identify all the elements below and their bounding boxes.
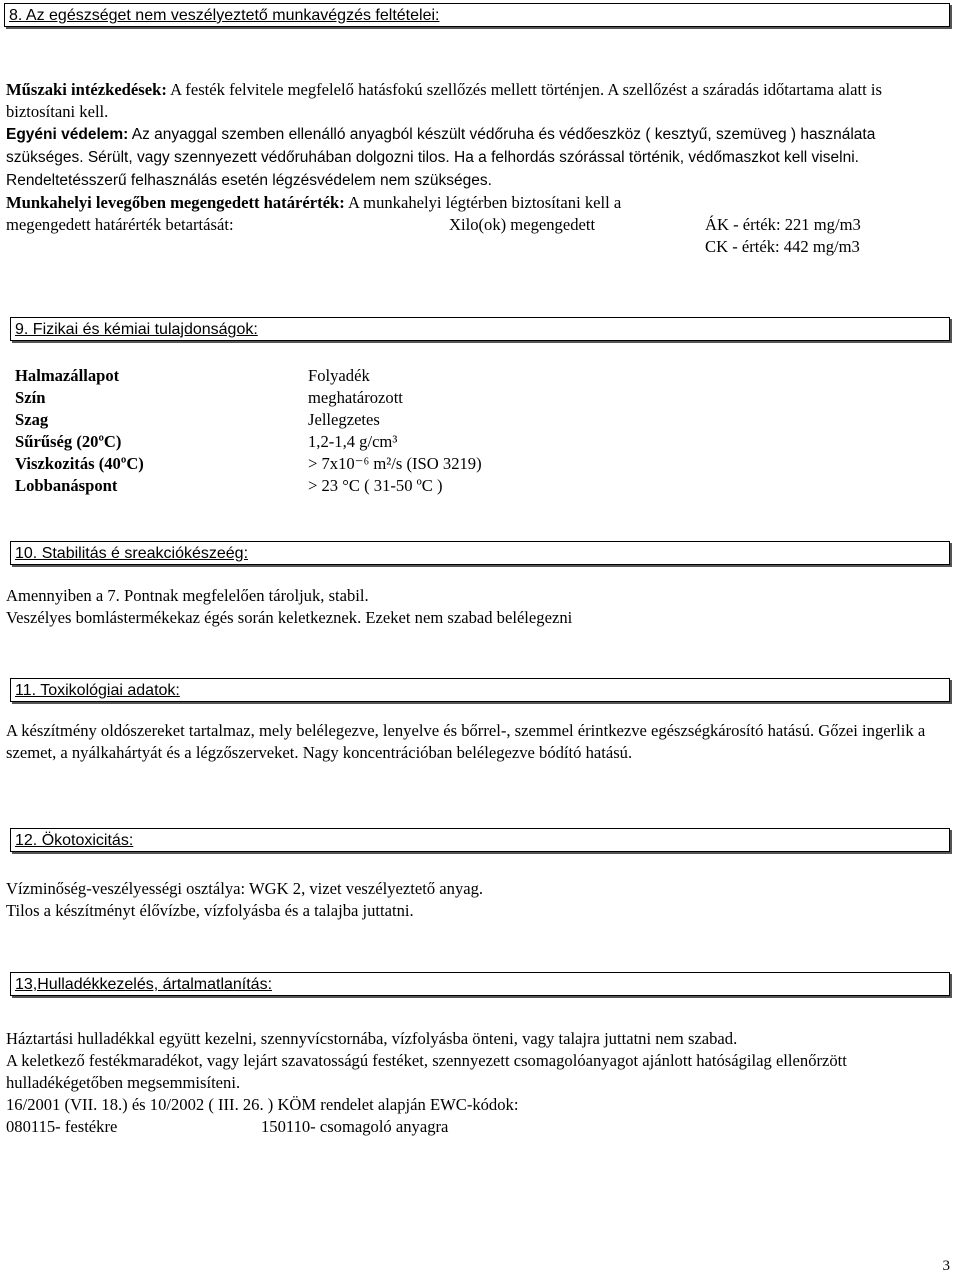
prop-value: meghatározott <box>308 388 403 407</box>
section-13-header <box>10 972 950 996</box>
section-8-title: 8. Az egészséget nem veszélyeztető munkavégzés feltételei: <box>9 7 440 24</box>
prop-value: > 23 °C ( 31-50 ºC ) <box>308 476 443 495</box>
section-10-header <box>10 541 950 565</box>
ecotox-line-1: Vízminőség-veszélyességi osztálya: WGK 2, vizet veszélyeztető anyag. <box>6 879 484 898</box>
section-8-body <box>6 79 936 214</box>
waste-line-1: Háztartási hulladékkal együtt kezelni, szennyvícstornába, vízfolyásba önteni, vagy talajra juttatni nem szabad. <box>6 1029 738 1048</box>
section-11-title: 11. Toxikológiai adatok: <box>15 682 180 699</box>
waste-line-3: 16/2001 (VII. 18.) és 10/2002 ( III. 26. ) KÖM rendelet alapján EWC-kódok: <box>6 1095 519 1114</box>
section-12-title: 12. Ökotoxicitás: <box>15 832 134 849</box>
ewc-code-1: 080115- festékre <box>6 1117 118 1136</box>
prop-value: > 7x10⁻⁶ m²/s (ISO 3219) <box>308 454 482 473</box>
section-13-title: 13,Hulladékkezelés, ártalmatlanítás: <box>15 976 273 993</box>
muszaki-label: Műszaki intézkedések: <box>6 80 167 99</box>
prop-value: Jellegzetes <box>308 410 380 429</box>
prop-label: Szag <box>15 410 49 429</box>
limit-line-b: Xilo(ok) megengedett <box>449 215 596 234</box>
prop-label: Lobbanáspont <box>15 476 118 495</box>
prop-label: Sűrűség (20ºC) <box>15 432 122 451</box>
munkahelyi-text: A munkahelyi légtérben biztosítani kell a <box>344 193 622 212</box>
section-11-header <box>10 678 950 702</box>
ewc-code-2: 150110- csomagoló anyagra <box>261 1117 449 1136</box>
prop-value: 1,2-1,4 g/cm³ <box>308 432 398 451</box>
toxicology-text: A készítmény oldószereket tartalmaz, mely belélegezve, lenyelve és bőrrel-, szemmel érintkezve egészségkárosító hatású. Gőzei ingerlik a szemet, a nyálkahártyát és a légzőszerveket. Nagy koncentrációban belélegezve bódító hatású. <box>6 721 926 762</box>
egyeni-label: Egyéni védelem: <box>6 126 129 143</box>
stability-line-2: Veszélyes bomlástermékekaz égés során keletkeznek. Ezeket nem szabad belélegezni <box>6 608 573 627</box>
ecotox-line-2: Tilos a készítményt élővízbe, vízfolyásba és a talajba juttatni. <box>6 901 414 920</box>
page-number: 3 <box>942 1258 950 1274</box>
stability-line-1: Amennyiben a 7. Pontnak megfelelően tároljuk, stabil. <box>6 586 369 605</box>
prop-label: Viszkozitás (40ºC) <box>15 454 144 473</box>
section-12-header <box>10 828 950 852</box>
limit-line-a: megengedett határérték betartását: <box>6 215 234 234</box>
section-8-header <box>4 3 950 27</box>
ak-value: ÁK - érték: 221 mg/m3 <box>705 215 861 234</box>
ck-value: CK - érték: 442 mg/m3 <box>705 237 860 256</box>
prop-label: Szín <box>15 388 46 407</box>
waste-line-2: A keletkező festékmaradékot, vagy lejárt szavatosságú festéket, szennyezett csomagolóanyagot ajánlott hatóságilag ellenőrzött hulladékégetőben megsemmisíteni. <box>6 1051 847 1092</box>
muszaki-text: A festék felvitele megfelelő hatásfokú szellőzés mellett történjen. A szellőzést a száradás időtartama alatt is biztosítani kell. <box>6 80 882 121</box>
section-9-title: 9. Fizikai és kémiai tulajdonságok: <box>15 321 258 338</box>
prop-value: Folyadék <box>308 366 370 385</box>
section-10-title: 10. Stabilitás é sreakciókészeég: <box>15 545 249 562</box>
munkahelyi-label: Munkahelyi levegőben megengedett határérték: <box>6 193 345 212</box>
section-9-header <box>10 317 950 341</box>
prop-label: Halmazállapot <box>15 366 120 385</box>
egyeni-text: Az anyaggal szemben ellenálló anyagból készült védőruha és védőeszköz ( kesztyű, szemüveg ) használata szükséges. Sérült, vagy szennyezett védőruhában dolgozni tilos. Ha a felhordás szórással történik, védőmaszkot kell viselni. Rendeltetésszerű felhasználás esetén légzésvédelem nem szükséges. <box>6 126 876 189</box>
